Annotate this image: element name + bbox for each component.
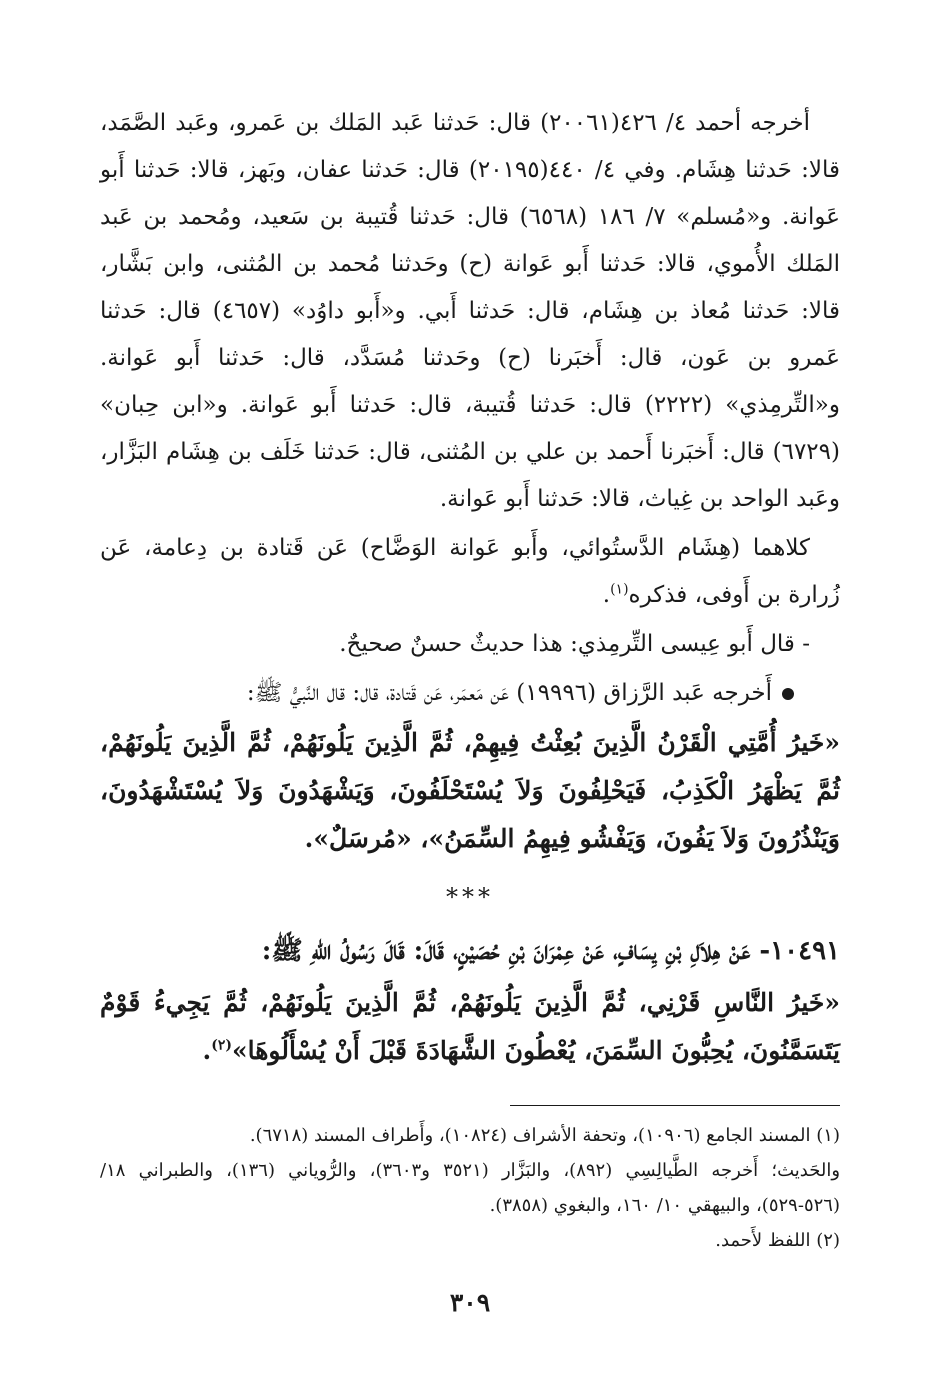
hadith-10491-matn — [100, 979, 840, 1075]
footnote-ref-2[interactable]: (٢) — [211, 1037, 232, 1054]
hadith-10491-matn-end: . — [202, 1036, 212, 1065]
takhrij-paragraph: أخرجه أحمد ٤/ ٤٢٦(٢٠٠٦١) قال: حَدثنا عَبد المَلك بن عَمرو، وعَبد الصَّمَد، قالا: حَدثنا هِشَام. وفي ٤/ ٤٤٠(٢٠١٩٥) قال: حَدثنا عفان، وبَهز، قالا: حَدثنا أَبو عَوانة. و«مُسلم» ٧/ ١٨٦ (٦٥٦٨) قال: حَدثنا قُتيبة بن سَعيد، ومُحمد بن عَبد المَلك الأُموي، قالا: حَدثنا أَبو عَوانة (ح) وحَدثنا مُحمد بن المُثنى، وابن بَشَّار، قالا: حَدثنا مُعاذ بن هِشَام، قال: حَدثنا أَبي. و«أَبو داوُد» (٤٦٥٧) قال: حَدثنا عَمرو بن عَون، قال: أَخبَرنا (ح) وحَدثنا مُسَدَّد، قال: حَدثنا أَبو عَوانة. و«التِّرمِذي» (٢٢٢٢) قال: حَدثنا قُتيبة، قال: حَدثنا أَبو عَوانة. و«ابن حِبان» (٦٧٢٩) قال: أَخبَرنا أَحمد بن علي بن المُثنى، قال: حَدثنا خَلَف بن هِشَام البَزَّار، وعَبد الواحد بن غِياث، قالا: حَدثنا أَبو عَوانة. — [100, 110, 841, 512]
footnote-1: (١) المسند الجامع (١٠٩٠٦)، وتحفة الأشراف (١٠٨٢٤)، وأَطراف المسند (٦٧١٨). — [249, 1125, 840, 1146]
abdurrazzaq-paragraph: أَخرجه عَبد الرَّزاق (١٩٩٩٦) عَن مَعمَر، عَن قَتادة، قال: قال النَّبيُّ ﷺ: — [100, 670, 840, 717]
page-number: ٣٠٩ — [449, 1288, 491, 1317]
tirmidhi-grading: - قال أَبو عِيسى التِّرمِذي: هذا حديثٌ حسنٌ صحيحٌ. — [339, 631, 810, 657]
section-separator-stars: *** — [446, 883, 494, 911]
chain-summary-end: . — [602, 582, 611, 608]
hadith-10491-matn-text: «خَيرُ النَّاسِ قَرْنِي، ثُمَّ الَّذِينَ يَلُونَهُمْ، ثُمَّ الَّذِينَ يَلُونَهُمْ، ثُمَّ يَجِيءُ قَوْمٌ يَتَسَمَّنُونَ، يُحِبُّونَ السِّمَنَ، يُعْطُونَ الشَّهَادَةَ قَبْلَ أَنْ يُسْأَلُوهَا» — [100, 988, 840, 1065]
footnote-1-continuation: والحَديث؛ أَخرجه الطَّيالِسِي (٨٩٢)، والبَزَّار (٣٥٢١ و٣٦٠٣)، والرُّوياني (١٣٦)، والطبراني ١٨/ (٥٢٦-٥٢٩)، والبيهقي ١٠/ ١٦٠، والبغوي (٣٨٥٨). — [100, 1160, 841, 1216]
hadith-10491-isnad: ١٠٤٩١- عَنْ هِلاَلِ بْنِ يِسَافٍ، عَنْ عِمْرَانَ بْنِ حُصَيْنٍ، قَالَ: قَالَ رَسُولُ اللهِ ﷺ: — [261, 936, 840, 966]
chain-summary-paragraph — [100, 525, 840, 619]
footnote-ref-1[interactable]: (١) — [610, 581, 629, 598]
footnote-2: (٢) اللفظ لأَحمد. — [715, 1230, 840, 1251]
footnote-divider — [510, 1105, 840, 1106]
chain-summary-text: كلاهما (هِشَام الدَّستُوائي، وأَبو عَوانة الوَضَّاح) عَن قَتادة بن دِعامة، عَن زُرارة بن أَوفى، فذكره — [100, 535, 840, 608]
mursal-hadith-text: «خَيرُ أُمَّتِي الْقَرْنُ الَّذِينَ بُعِثْتُ فِيهِمْ، ثُمَّ الَّذِينَ يَلُونَهُمْ، ثُمَّ الَّذِينَ يَلُونَهُمْ، ثُمَّ يَظْهَرُ الْكَذِبُ، فَيَحْلِفُونَ وَلاَ يُسْتَحْلَفُونَ، وَيَشْهَدُونَ وَلاَ يُسْتَشْهَدُونَ، وَيَنْذُرُونَ وَلاَ يَفُونَ، وَيَفْشُو فِيهِمُ السِّمَنُ»، «مُرسَلٌ». — [100, 728, 840, 853]
